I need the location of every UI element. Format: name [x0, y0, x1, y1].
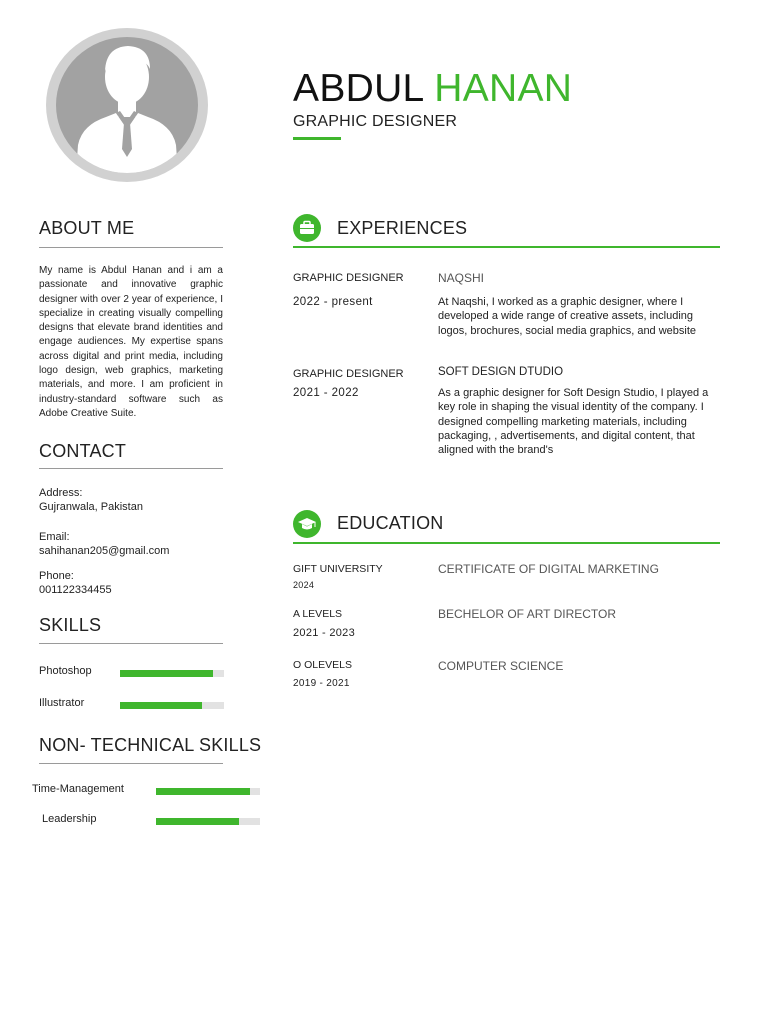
- skill-bar: [120, 702, 224, 709]
- about-heading: ABOUT ME: [39, 218, 135, 238]
- school-name: O OLEVELS: [293, 659, 352, 671]
- job-dates: 2021 - 2022: [293, 387, 359, 399]
- soft-skill-bar: [156, 818, 260, 825]
- job-title: GRAPHIC DESIGNER: [293, 368, 404, 380]
- contact-heading: CONTACT: [39, 441, 127, 461]
- address-label: Address:: [39, 487, 83, 499]
- last-name: HANAN: [434, 67, 573, 110]
- job-description: As a graphic designer for Soft Design Studio, I played a key role in shaping the visual identity of the company. I designed compelling marketing materials, including packaging, , advertisements, and digital content, that aligned with the brand's: [438, 387, 709, 457]
- role-underline: [293, 137, 341, 140]
- soft-skill-bar: [156, 788, 260, 795]
- candidate-name: [293, 68, 572, 110]
- phone-label: Phone:: [39, 570, 74, 582]
- school-name: GIFT UNIVERSITY: [293, 563, 383, 575]
- soft-skill-bar-fill: [156, 818, 239, 825]
- education-dates: 2021 - 2023: [293, 627, 356, 639]
- person-silhouette-icon: [56, 37, 198, 173]
- job-role: GRAPHIC DESIGNER: [293, 113, 458, 130]
- avatar: [46, 28, 208, 182]
- email-label: Email:: [39, 531, 70, 543]
- briefcase-icon: [293, 214, 321, 242]
- job-title: GRAPHIC DESIGNER: [293, 272, 404, 284]
- experience-heading: EXPERIENCES: [337, 218, 468, 238]
- phone-value: 001122334455: [39, 584, 112, 596]
- soft-skills-divider: [39, 763, 223, 764]
- skill-bar-fill: [120, 702, 202, 709]
- job-description: At Naqshi, I worked as a graphic designer, where I developed a wide range of creative assets, including logos, brochures, social media graphics, and website: [438, 296, 697, 337]
- degree-name: COMPUTER SCIENCE: [438, 659, 564, 673]
- skill-label: Photoshop: [39, 665, 92, 677]
- skill-bar-fill: [120, 670, 213, 677]
- about-text: My name is Abdul Hanan and i am a passionate and innovative graphic designer with over 2 year of experience, I specialize in creating visually compelling designs that elevate brand identities and engage audiences. My expertise spans across digital and print media, including logo design, web graphics, marketing materials, and more. I am proficient in industry-standard software such as Adobe Creative Suite.: [39, 265, 223, 419]
- education-heading: EDUCATION: [337, 513, 444, 533]
- soft-skill-label: Time-Management: [32, 783, 124, 795]
- email-value[interactable]: sahihanan205@gmail.com: [39, 545, 170, 557]
- contact-divider: [39, 468, 223, 469]
- skill-label: Illustrator: [39, 697, 85, 709]
- skill-bar: [120, 670, 224, 677]
- school-name: A LEVELS: [293, 608, 343, 620]
- skills-divider: [39, 643, 223, 644]
- degree-name: CERTIFICATE OF DIGITAL MARKETING: [438, 562, 659, 576]
- company-name: SOFT DESIGN DTUDIO: [438, 366, 564, 378]
- experience-divider: [293, 246, 720, 248]
- soft-skill-bar-fill: [156, 788, 250, 795]
- address-value: Gujranwala, Pakistan: [39, 501, 143, 513]
- about-divider: [39, 247, 223, 248]
- soft-skill-label: Leadership: [42, 813, 97, 825]
- job-dates: 2022 - present: [293, 296, 373, 308]
- education-dates: 2019 - 2021: [293, 678, 350, 689]
- company-name: NAQSHI: [438, 271, 485, 285]
- skills-heading: SKILLS: [39, 615, 102, 635]
- education-divider: [293, 542, 720, 544]
- education-dates: 2024: [293, 580, 315, 590]
- degree-name: BECHELOR OF ART DIRECTOR: [438, 607, 617, 621]
- soft-skills-heading: NON- TECHNICAL SKILLS: [39, 735, 262, 755]
- first-name: ABDUL: [293, 67, 424, 110]
- graduation-cap-icon: [293, 510, 321, 538]
